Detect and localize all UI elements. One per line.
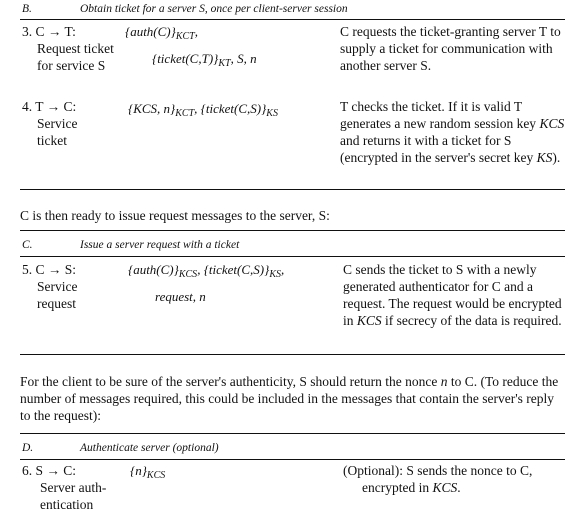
- divider: [20, 433, 565, 434]
- step-6-label-line1: Server auth-: [40, 480, 107, 495]
- text: if secrecy of the data is required.: [381, 313, 562, 328]
- text: encrypted in: [362, 480, 433, 495]
- section-c-letter: C.: [22, 239, 33, 251]
- step-5-message-line2: request, n: [155, 289, 206, 304]
- step-3-label: Request ticket for service S: [37, 41, 114, 73]
- key-subscript: KCS: [178, 269, 198, 280]
- step-3-message-line2: [152, 50, 257, 72]
- step-6-message: [130, 462, 165, 484]
- message-part: {ticket(C,T)}: [152, 51, 219, 66]
- message-part: ,: [194, 24, 198, 39]
- step-4-label: Service ticket: [37, 116, 78, 148]
- step-4-head: 4. T → C:: [22, 99, 77, 114]
- message-part: {ticket(C,S)}: [200, 101, 267, 116]
- step-6-head: 6. S → C:: [22, 463, 77, 478]
- section-b-letter: B.: [22, 3, 32, 15]
- key-subscript: KT: [218, 58, 231, 69]
- divider: [20, 354, 565, 355]
- step-4-description: [340, 98, 568, 166]
- key-subscript: KCT: [175, 31, 195, 42]
- step-6-description-line1: (Optional): S sends the nonce to C,: [343, 463, 533, 478]
- section-b-title: Obtain ticket for a server S, once per client-server session: [80, 3, 348, 15]
- divider: [20, 19, 565, 20]
- paragraph-2: [20, 373, 565, 424]
- message-part: ,: [197, 262, 201, 277]
- message-part: {auth(C)}: [125, 24, 176, 39]
- key-subscript: KS: [269, 269, 281, 280]
- text: ).: [552, 150, 561, 165]
- section-d-letter: D.: [22, 442, 34, 454]
- step-5: [22, 261, 117, 312]
- divider: [20, 459, 565, 460]
- divider: [20, 189, 565, 190]
- message-part: {ticket(C,S)}: [203, 262, 270, 277]
- key-subscript: KCT: [175, 108, 195, 119]
- message-part: {KCS, n}: [128, 101, 176, 116]
- step-3-message-line1: [125, 23, 198, 45]
- step-5-description: [343, 261, 565, 329]
- step-5-label: Service request: [37, 279, 78, 311]
- message-part: , S, n: [230, 51, 257, 66]
- key-subscript: KCS: [146, 470, 166, 481]
- step-6-description-line2: [362, 479, 461, 496]
- text: T checks the ticket. If it is valid T generates a new random session key: [340, 99, 540, 131]
- divider: [20, 230, 565, 231]
- message-part: {n}: [130, 463, 147, 478]
- key-name: KCS: [539, 116, 565, 131]
- message-part: {auth(C)}: [128, 262, 179, 277]
- key-name: KCS: [356, 313, 382, 328]
- text: and returns it with a ticket for S (encrypted in the server's secret key: [340, 133, 537, 165]
- text: For the client to be sure of the server's authenticity, S should return the nonce: [20, 374, 441, 389]
- nonce-symbol: n: [440, 374, 448, 389]
- step-4-message: [128, 100, 278, 122]
- paragraph-1: C is then ready to issue request messages to the server, S:: [20, 208, 330, 223]
- step-6-label-line2: entication: [40, 497, 94, 512]
- step-4: [22, 98, 117, 149]
- message-part: ,: [280, 262, 285, 277]
- step-5-message-line1: [128, 261, 284, 283]
- key-subscript: KS: [266, 108, 278, 119]
- text: .: [457, 480, 461, 495]
- divider: [20, 256, 565, 257]
- step-5-head: 5. C → S:: [22, 262, 77, 277]
- step-3-description: C requests the ticket-granting server T to supply a ticket for communication with another server S.: [340, 24, 561, 73]
- text: C sends the ticket to S with a newly generated authenticator for C and a request. The request would be encrypted in: [343, 262, 562, 328]
- message-part: ,: [194, 101, 198, 116]
- text: to C. (To reduce the number of messages required, this could be included in the messages that contain the server's reply to the request):: [20, 374, 559, 423]
- key-name: KCS: [432, 480, 458, 495]
- step-3-head: 3. C → T:: [22, 24, 76, 39]
- section-d-title: Authenticate server (optional): [80, 442, 219, 454]
- step-3: [22, 23, 117, 74]
- key-name: KS: [536, 150, 553, 165]
- section-c-title: Issue a server request with a ticket: [80, 239, 240, 251]
- step-6: [22, 462, 117, 513]
